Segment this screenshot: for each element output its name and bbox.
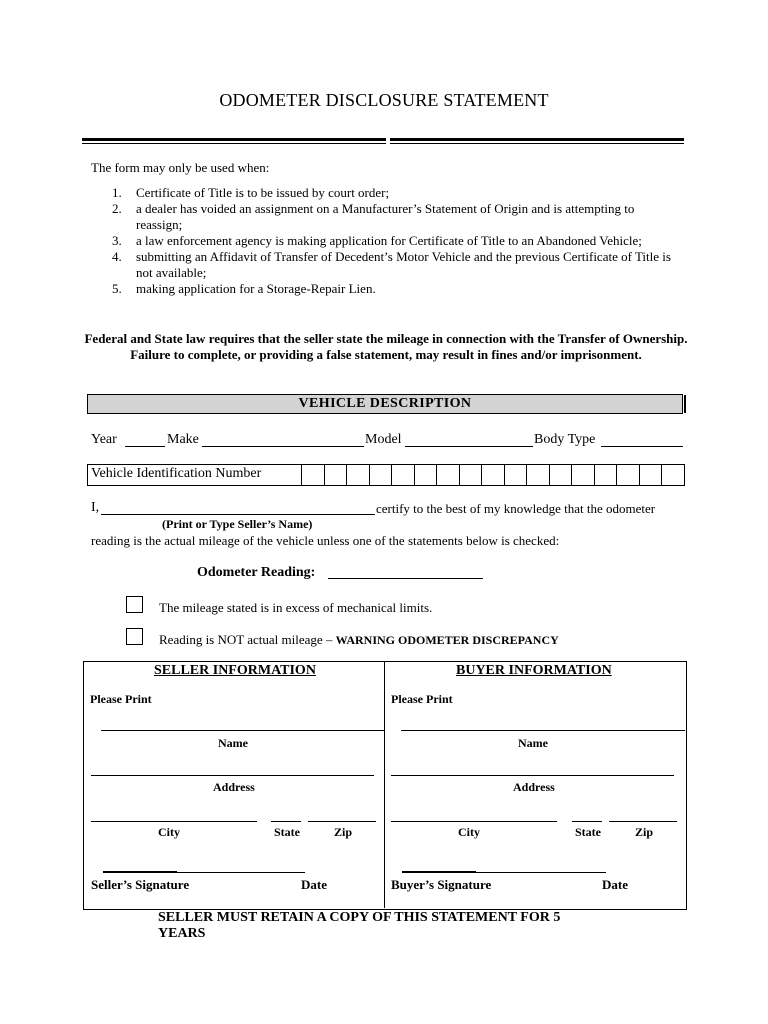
buyer-address-label: Address bbox=[513, 780, 555, 794]
make-field[interactable] bbox=[202, 432, 364, 447]
seller-signature-label: Seller’s Signature bbox=[91, 877, 190, 892]
vin-label: Vehicle Identification Number bbox=[91, 466, 262, 481]
year-field[interactable] bbox=[125, 432, 165, 447]
seller-date-label: Date bbox=[301, 877, 327, 892]
title-rule-right-thin bbox=[390, 143, 684, 144]
party-info-divider bbox=[384, 661, 385, 908]
year-label: Year bbox=[91, 432, 117, 447]
seller-signature-line[interactable] bbox=[177, 872, 305, 873]
buyer-zip-label: Zip bbox=[635, 825, 654, 839]
law-notice: Federal and State law requires that the seller state the mileage in connection with the Transfer of Ownership. Failure to complete, or providing a false statement, may result in fines and/or imprisonment. bbox=[84, 331, 688, 362]
seller-name-label: Name bbox=[218, 736, 248, 750]
vin-char-box[interactable] bbox=[549, 465, 572, 485]
model-field[interactable] bbox=[405, 432, 533, 447]
seller-name-line[interactable] bbox=[101, 716, 384, 731]
seller-city-label: City bbox=[158, 825, 180, 839]
buyer-state-line[interactable] bbox=[572, 807, 602, 822]
vin-char-box[interactable] bbox=[436, 465, 459, 485]
buyer-signature-label: Buyer’s Signature bbox=[391, 877, 492, 892]
vin-char-box[interactable] bbox=[301, 465, 324, 485]
seller-address-line[interactable] bbox=[91, 761, 374, 776]
seller-name-field[interactable] bbox=[101, 500, 375, 515]
vehicle-description-header: VEHICLE DESCRIPTION bbox=[87, 394, 683, 414]
condition-item: 1. Certificate of Title is to be issued by court order; bbox=[112, 185, 390, 200]
vin-char-box[interactable] bbox=[504, 465, 527, 485]
seller-name-caption: (Print or Type Seller’s Name) bbox=[162, 517, 313, 531]
make-label: Make bbox=[167, 432, 199, 447]
vin-char-box[interactable] bbox=[481, 465, 504, 485]
condition-item: 4. submitting an Affidavit of Transfer of Decedent’s Motor Vehicle and the previous Certificate of Title is not available; bbox=[112, 249, 671, 280]
body-type-label: Body Type bbox=[534, 432, 596, 447]
buyer-city-label: City bbox=[458, 825, 480, 839]
buyer-name-line[interactable] bbox=[401, 716, 685, 731]
vin-char-box[interactable] bbox=[414, 465, 437, 485]
condition-item: 2. a dealer has voided an assignment on a Manufacturer’s Statement of Origin and is attempting to reassign; bbox=[112, 201, 635, 232]
odometer-warning: WARNING ODOMETER DISCREPANCY bbox=[335, 633, 559, 647]
vin-char-box[interactable] bbox=[616, 465, 639, 485]
vin-char-box[interactable] bbox=[661, 465, 684, 485]
seller-please-print: Please Print bbox=[90, 692, 152, 706]
page-title: ODOMETER DISCLOSURE STATEMENT bbox=[219, 90, 549, 110]
not-actual-mileage-checkbox[interactable] bbox=[126, 628, 143, 645]
condition-item: 5. making application for a Storage-Repair Lien. bbox=[112, 281, 376, 296]
certify-line2: reading is the actual mileage of the vehicle unless one of the statements below is checked: bbox=[91, 533, 560, 548]
buyer-info-header: BUYER INFORMATION bbox=[456, 663, 612, 678]
vin-char-box[interactable] bbox=[594, 465, 617, 485]
buyer-zip-line[interactable] bbox=[609, 807, 677, 822]
certify-text: certify to the best of my knowledge that the odometer bbox=[376, 501, 656, 516]
body-type-field[interactable] bbox=[601, 432, 683, 447]
seller-zip-label: Zip bbox=[334, 825, 353, 839]
vin-char-box[interactable] bbox=[526, 465, 549, 485]
not-actual-mileage-label: Reading is NOT actual mileage – WARNING ODOMETER DISCREPANCY bbox=[159, 632, 559, 647]
buyer-city-line[interactable] bbox=[391, 807, 557, 822]
seller-state-label: State bbox=[274, 825, 300, 839]
retain-notice: SELLER MUST RETAIN A COPY OF THIS STATEMENT FOR 5 YEARS bbox=[158, 910, 561, 941]
seller-zip-line[interactable] bbox=[308, 807, 376, 822]
seller-city-line[interactable] bbox=[91, 807, 257, 822]
buyer-name-label: Name bbox=[518, 736, 548, 750]
intro-text: The form may only be used when: bbox=[91, 160, 270, 175]
buyer-date-label: Date bbox=[602, 877, 628, 892]
vin-char-box[interactable] bbox=[369, 465, 392, 485]
buyer-signature-mark bbox=[402, 871, 476, 873]
buyer-please-print: Please Print bbox=[391, 692, 453, 706]
vin-char-box[interactable] bbox=[324, 465, 347, 485]
seller-address-label: Address bbox=[213, 780, 255, 794]
condition-item: 3. a law enforcement agency is making application for Certificate of Title to an Abandoned Vehicle; bbox=[112, 233, 642, 248]
title-rule-right-thick bbox=[390, 138, 684, 141]
odometer-reading-field[interactable] bbox=[328, 564, 483, 579]
excess-mileage-checkbox[interactable] bbox=[126, 596, 143, 613]
buyer-address-line[interactable] bbox=[391, 761, 674, 776]
excess-mileage-label: The mileage stated is in excess of mechanical limits. bbox=[159, 600, 433, 615]
title-rule-left-thick bbox=[82, 138, 386, 141]
vin-char-box[interactable] bbox=[639, 465, 662, 485]
seller-info-header: SELLER INFORMATION bbox=[154, 663, 316, 678]
vin-char-box[interactable] bbox=[391, 465, 414, 485]
conditions-list bbox=[112, 185, 672, 297]
seller-signature-mark bbox=[103, 871, 177, 873]
vin-char-box[interactable] bbox=[571, 465, 594, 485]
vin-char-box[interactable] bbox=[459, 465, 482, 485]
buyer-state-label: State bbox=[575, 825, 601, 839]
odometer-reading-label: Odometer Reading: bbox=[197, 565, 316, 580]
vin-char-box[interactable] bbox=[346, 465, 369, 485]
model-label: Model bbox=[365, 432, 402, 447]
title-rule-left-thin bbox=[82, 143, 386, 144]
buyer-signature-line[interactable] bbox=[476, 872, 606, 873]
seller-state-line[interactable] bbox=[271, 807, 301, 822]
certify-prefix: I, bbox=[91, 500, 100, 515]
